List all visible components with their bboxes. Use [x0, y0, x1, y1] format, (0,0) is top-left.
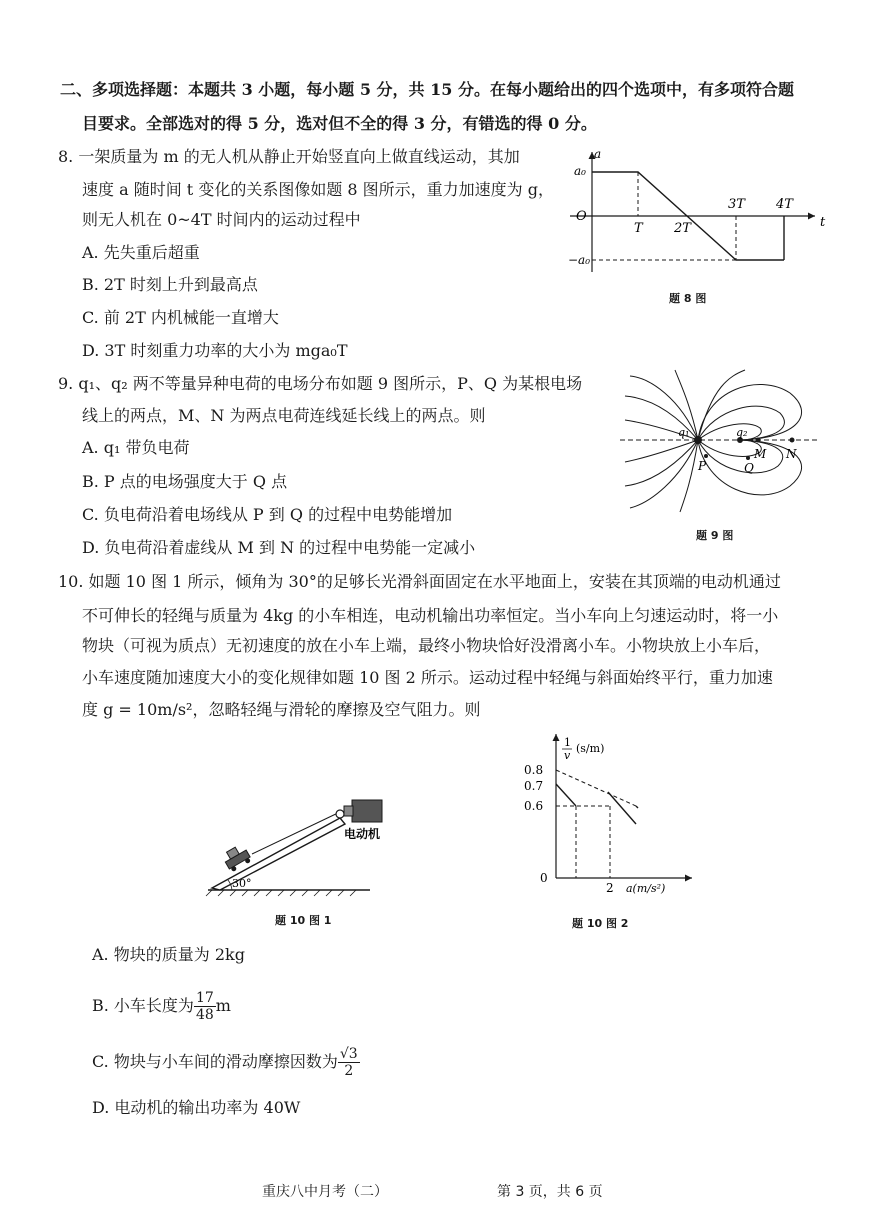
q9-option-c: C. 负电荷沿着电场线从 P 到 Q 的过程中电势能增加 [82, 505, 453, 524]
q8-line2: 速度 a 随时间 t 变化的关系图像如题 8 图所示，重力加速度为 g， [82, 180, 554, 199]
q10-option-a: A. 物块的质量为 2kg [92, 945, 245, 964]
q8-label-2T: 2T [674, 221, 691, 236]
q10-line4: 小车速度随加速度大小的变化规律如题 10 图 2 所示。运动过程中轻绳与斜面始终平行，重力加速 [82, 668, 773, 687]
q8-label-neg-a0: −a₀ [568, 253, 591, 267]
q9-label-Q: Q [744, 461, 754, 475]
q10-option-b-unit: m [215, 996, 231, 1015]
q10-long-line [608, 792, 636, 824]
q10-fig2-yden: v [564, 749, 571, 762]
q10-fig2-ynum: 1 [564, 736, 571, 749]
q10-option-c-den: 2 [344, 1063, 354, 1079]
q10-fig1-motor-label: 电动机 [344, 827, 381, 841]
q10-option-b-prefix: B. 小车长度为 [92, 996, 194, 1015]
q9-label-q2: q₂ [736, 426, 748, 439]
q9-label-q1: q₁ [678, 426, 690, 439]
q8-label-a: a [594, 147, 602, 161]
q10-line1: 10. 如题 10 图 1 所示，倾角为 30°的足够长光滑斜面固定在水平地面上，安装在其顶端的电动机通过 [58, 572, 781, 591]
q8-label-3T: 3T [728, 197, 745, 212]
q8-label-4T: 4T [776, 197, 793, 212]
q10-line2: 不可伸长的轻绳与质量为 4kg 的小车相连，电动机输出功率恒定。当小车向上匀速运动时，将一小 [82, 606, 779, 625]
q10-fig2-xlabel: a(m/s²) [626, 882, 666, 895]
q10-fig2-tick-06: 0.6 [524, 799, 544, 813]
q8-line3: 则无人机在 0~4T 时间内的运动过程中 [82, 210, 361, 229]
q8-at-graph [560, 140, 830, 280]
q10-option-b-fraction [194, 990, 216, 1023]
q10-fig1-angle: 30° [232, 877, 252, 890]
q10-fig2-tick-07: 0.7 [524, 779, 544, 793]
q10-option-c-fraction [338, 1046, 360, 1079]
q10-fig2-tick-2: 2 [606, 881, 614, 895]
q10-fig2-origin: 0 [540, 871, 548, 885]
q10-fig2-tick-08: 0.8 [524, 763, 544, 777]
q9-field-diagram [620, 368, 820, 513]
q9-figure-caption: 题 9 图 [696, 529, 734, 542]
q9-option-a: A. q₁ 带负电荷 [82, 438, 190, 457]
q10-option-b [92, 987, 231, 1025]
footer-page-number: 第 3 页，共 6 页 [497, 1184, 603, 1200]
q8-line1: 8. 一架质量为 m 的无人机从静止开始竖直向上做直线运动，其加 [58, 147, 520, 166]
q8-label-a0: a₀ [574, 164, 586, 178]
q9-label-N: N [786, 447, 797, 461]
q9-line2: 线上的两点，M、N 为两点电荷连线延长线上的两点。则 [82, 406, 486, 425]
q8-option-a: A. 先失重后超重 [82, 243, 200, 262]
q10-fig2-yunit: (s/m) [576, 742, 605, 755]
q9-option-d: D. 负电荷沿着虚线从 M 到 N 的过程中电势能一定减小 [82, 538, 476, 557]
q9-label-P: P [698, 459, 707, 473]
q10-fig2-graph [520, 728, 700, 898]
q10-fig1-incline [200, 790, 420, 900]
q10-option-c-prefix: C. 物块与小车间的滑动摩擦因数为 [92, 1052, 338, 1071]
q8-label-t: t [820, 215, 826, 230]
q8-figure-caption: 题 8 图 [669, 292, 707, 305]
q10-option-b-num: 17 [195, 990, 214, 1006]
q10-option-c-num: √3 [339, 1046, 358, 1062]
q8-option-d: D. 3T 时刻重力功率的大小为 mga₀T [82, 341, 348, 360]
section-header-line2: 目要求。全部选对的得 5 分，选对但不全的得 3 分，有错选的得 0 分。 [82, 114, 597, 133]
q8-option-b: B. 2T 时刻上升到最高点 [82, 275, 258, 294]
q10-option-b-den: 48 [195, 1007, 214, 1023]
section-header-line1: 二、多项选择题：本题共 3 小题，每小题 5 分，共 15 分。在每小题给出的四个选项中，有多项符合题 [60, 80, 794, 99]
motor [352, 800, 382, 822]
q10-line3: 物块（可视为质点）无初速度的放在小车上端，最终小物块恰好没滑离小车。小物块放上小车后， [82, 636, 771, 655]
q9-line1: 9. q₁、q₂ 两不等量异种电荷的电场分布如题 9 图所示，P、Q 为某根电场 [58, 374, 583, 393]
footer-exam-name: 重庆八中月考（二） [262, 1184, 388, 1200]
q10-option-c [92, 1043, 360, 1081]
q8-option-c: C. 前 2T 内机械能一直增大 [82, 308, 279, 327]
q10-short-line [556, 784, 576, 806]
q10-option-d: D. 电动机的输出功率为 40W [92, 1098, 301, 1117]
q10-fig1-caption: 题 10 图 1 [275, 914, 332, 927]
q8-label-T: T [634, 221, 643, 236]
q8-label-origin: O [576, 209, 587, 224]
q10-fig2-caption: 题 10 图 2 [572, 917, 629, 930]
q9-option-b: B. P 点的电场强度大于 Q 点 [82, 472, 288, 491]
q9-label-M: M [754, 447, 767, 461]
q10-line5: 度 g = 10m/s²，忽略轻绳与滑轮的摩擦及空气阻力。则 [82, 700, 481, 719]
